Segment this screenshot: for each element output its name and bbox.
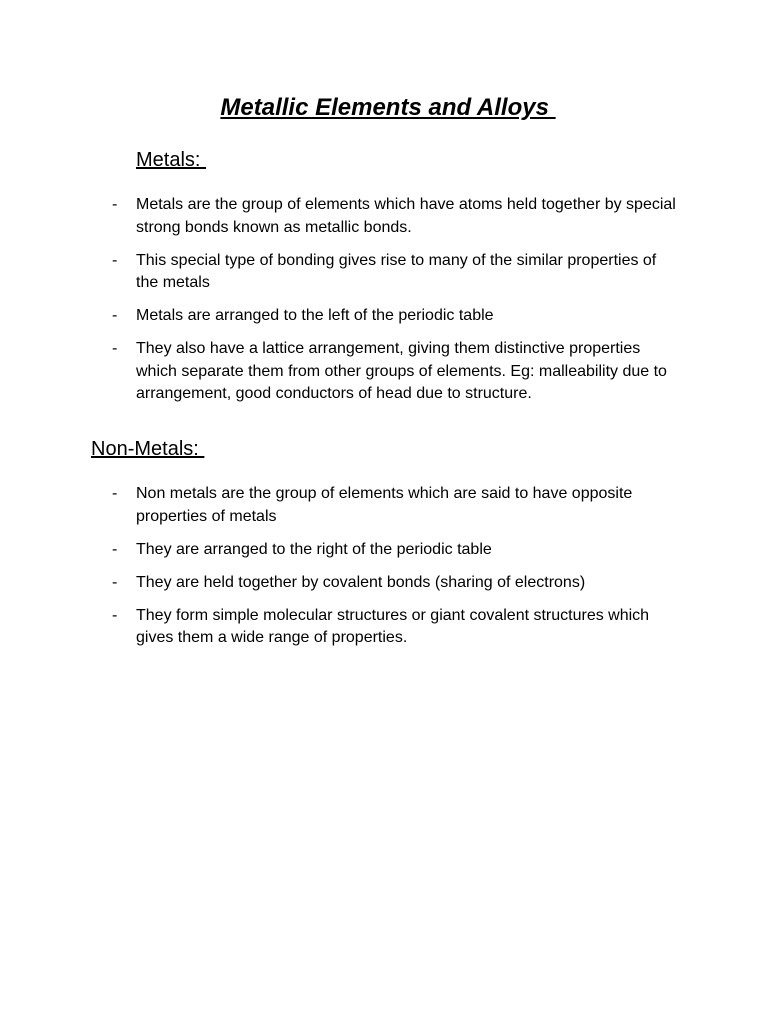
list-item-text: Non metals are the group of elements which are said to have opposite properties of metals xyxy=(136,485,633,525)
list-item-text: They form simple molecular structures or giant covalent structures which gives them a wide range of properties. xyxy=(136,606,650,646)
bullet-list-metals xyxy=(112,194,682,416)
document-title: Metallic Elements and Alloys xyxy=(220,94,556,121)
bullet-list-non-metals xyxy=(112,483,682,660)
list-item xyxy=(112,194,682,239)
list-item-text: They also have a lattice arrangement, giving them distinctive properties which separate them from other groups of elements. Eg: malleability due to arrangement, good conductors of head due to structure. xyxy=(136,340,667,402)
list-item-text: Metals are arranged to the left of the periodic table xyxy=(136,307,494,324)
section-heading-metals: Metals: xyxy=(136,149,207,171)
list-item xyxy=(112,539,682,562)
bullet-dash: - xyxy=(112,340,118,357)
list-item-text: They are held together by covalent bonds (sharing of electrons) xyxy=(136,573,586,591)
bullet-dash: - xyxy=(112,196,118,213)
bullet-dash: - xyxy=(112,251,118,269)
list-item xyxy=(112,250,682,295)
list-item xyxy=(112,483,682,528)
bullet-dash: - xyxy=(112,540,118,558)
section-heading-non-metals: Non-Metals: xyxy=(91,438,205,460)
list-item-text: They are arranged to the right of the periodic table xyxy=(136,540,492,558)
list-item xyxy=(112,605,682,650)
bullet-dash: - xyxy=(112,573,118,591)
bullet-dash: - xyxy=(112,307,118,324)
list-item-text: Metals are the group of elements which have atoms held together by special strong bonds known as metallic bonds. xyxy=(136,196,676,236)
list-item-text: This special type of bonding gives rise to many of the similar properties of the metals xyxy=(136,251,657,291)
bullet-dash: - xyxy=(112,606,118,624)
list-item xyxy=(112,305,682,328)
list-item xyxy=(112,572,682,595)
list-item xyxy=(112,338,682,406)
bullet-dash: - xyxy=(112,485,118,502)
